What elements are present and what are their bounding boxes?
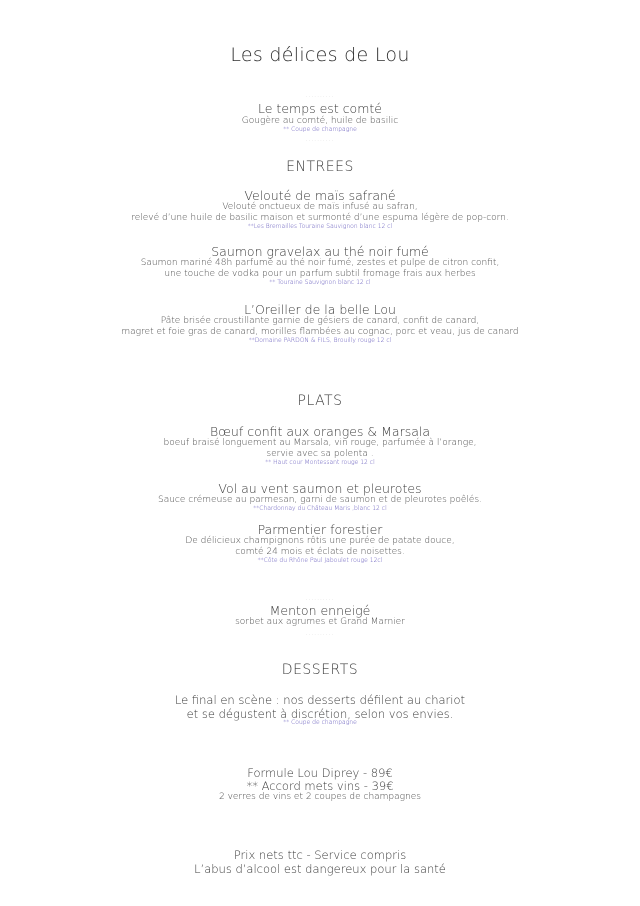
dotted-separator: ..........: [305, 595, 335, 602]
description-line: comté 24 mois et éclats de noisettes.: [235, 547, 405, 557]
dish-name: Vol au vent saumon et pleurotes: [218, 481, 422, 496]
amuse-name: Le temps est comté: [258, 101, 382, 116]
trou-description: sorbet aux agrumes et Grand Marnier: [235, 617, 405, 627]
dotted-separator: ..........: [305, 92, 335, 99]
amuse-wine: ** Coupe de champagne: [283, 126, 357, 133]
trou-name: Menton enneigé: [269, 603, 371, 618]
dish-description: [0, 536, 640, 558]
dotted-separator: ..........: [305, 136, 335, 143]
wine-pairing: ** Coupe de champagne: [283, 719, 357, 726]
section-heading-plats: PLATS: [297, 393, 343, 409]
desserts-line: Le final en scène : nos desserts défilent au chariot: [174, 693, 466, 707]
footer-alcohol-warning: L’abus d’alcool est dangereux pour la santé: [194, 862, 446, 876]
dish-name: L’Oreiller de la belle Lou: [244, 302, 396, 317]
description-line: Saumon mariné 48h parfumé au thé noir fumé, zestes et pulpe de citron confit,: [140, 258, 500, 268]
dish-name: Saumon gravelax au thé noir fumé: [211, 244, 429, 259]
desserts-text: [0, 693, 640, 721]
dish-description: [0, 202, 640, 224]
dish-description: [0, 258, 640, 280]
dish-name: Velouté de maïs safrané: [244, 188, 396, 203]
description-line: De délicieux champignons rôtis une purée de patate douce,: [185, 536, 455, 546]
formula-title: Formule Lou Diprey - 89€: [247, 766, 393, 780]
formula-pairing: ** Accord mets vins - 39€: [246, 779, 394, 793]
desserts-line: et se dégustent à discrétion, selon vos envies.: [186, 707, 454, 721]
description-line: une touche de vodka pour un parfum subtil fromage frais aux herbes: [164, 269, 476, 279]
dotted-separator: ..........: [305, 630, 335, 637]
dish-name: Bœuf confit aux oranges & Marsala: [209, 424, 431, 439]
dish-name: Parmentier forestier: [257, 522, 383, 537]
section-heading-entrees: ENTREES: [286, 159, 354, 175]
section-heading-desserts: DESSERTS: [281, 662, 359, 678]
description-line: servie avec sa polenta .: [266, 449, 374, 459]
footer-price-note: Prix nets ttc - Service compris: [233, 848, 407, 862]
wine-pairing: ** Haut cour Montessant rouge 12 cl: [265, 459, 375, 466]
dish-description: [0, 438, 640, 460]
wine-pairing: **Domaine PARDON & FILS, Brouilly rouge 12 cl: [248, 337, 392, 344]
description-line: magret et foie gras de canard, morilles flambées au cognac, porc et veau, jus de canard: [121, 327, 519, 337]
wine-pairing: **Chardonnay du Château Maris ,blanc 12 cl: [253, 505, 387, 512]
wine-pairing: **Les Bremailles Touraine Sauvignon blanc 12 cl: [247, 223, 393, 230]
wine-pairing: **Côte du Rhône Paul Jaboulet rouge 12cl: [257, 557, 383, 564]
dish-description: [0, 316, 640, 338]
description-line: relevé d’une huile de basilic maison et surmonté d’une espuma légère de pop-corn.: [131, 213, 509, 223]
description-line: Pâte brisée croustillante garnie de gésiers de canard, confit de canard,: [160, 316, 480, 326]
restaurant-title: Les délices de Lou: [230, 44, 410, 66]
wine-pairing: ** Touraine Sauvignon blanc 12 cl: [269, 279, 371, 286]
description-line: Sauce crémeuse au parmesan, garni de saumon et de pleurotes poêlés.: [158, 495, 482, 505]
amuse-description: Gougère au comté, huile de basilic: [241, 116, 399, 126]
description-line: Velouté onctueux de maïs infusé au safran,: [222, 202, 418, 212]
formula-details: 2 verres de vins et 2 coupes de champagnes: [218, 792, 421, 802]
description-line: boeuf braisé longuement au Marsala, vin rouge, parfumée à l’orange,: [163, 438, 477, 448]
